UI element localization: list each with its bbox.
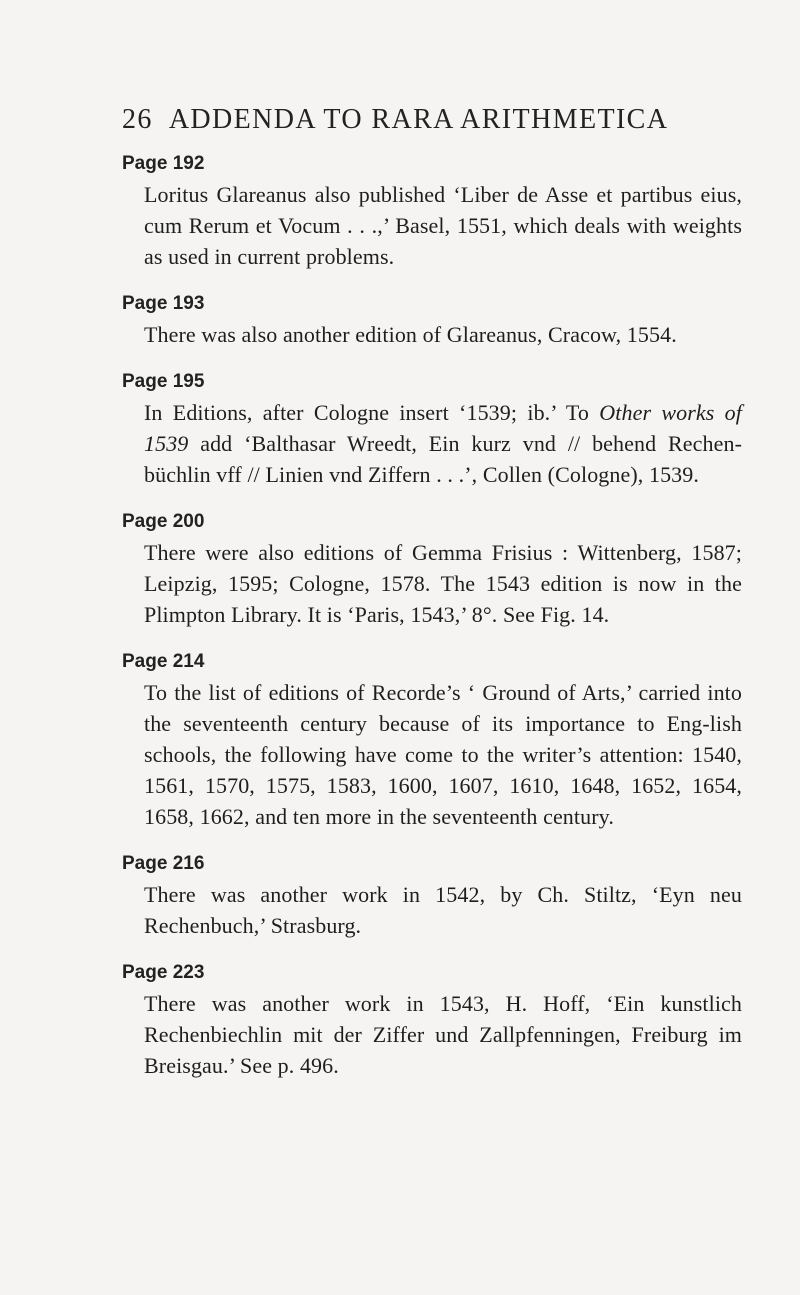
page-number: 26 — [122, 104, 153, 135]
entry-text — [122, 397, 742, 490]
entry-heading: Page 223 — [122, 962, 205, 983]
running-head — [122, 100, 742, 140]
entry-text: To the list of editions of Recorde’s ‘ Ground of Arts,’ carried into the seventeenth century because of its importance to Eng-lish schools, the following have come to the writer’s attention: 1540, 1561, 1570, 1575, 1583, 1600, 1607, 1610, 1648, 1652, 1654, 1658, 1662, and ten more in the seventeenth century. — [144, 680, 742, 829]
entry-text: Loritus Glareanus also published ‘Liber de Asse et partibus eius, cum Rerum et Vocum . . .,’ Basel, 1551, which deals with weights as used in current problems. — [144, 182, 742, 269]
addenda-list — [122, 152, 742, 1101]
entry-page-216 — [122, 852, 742, 941]
entry-text: There was another work in 1543, H. Hoff, ‘Ein kunstlich Rechenbiechlin mit der Ziffer und Zallpfenningen, Freiburg im Breisgau.’ See p. 496. — [144, 991, 742, 1078]
entry-heading: Page 192 — [122, 153, 205, 174]
entry-page-200 — [122, 510, 742, 630]
entry-text: There were also editions of Gemma Frisius : Wittenberg, 1587; Leipzig, 1595; Cologne, 1578. The 1543 edition is now in the Plimpton Library. It is ‘Paris, 1543,’ 8°. See Fig. 14. — [144, 540, 742, 627]
entry-text-italic: Other works of 1539 — [144, 400, 742, 456]
entry-heading: Page 195 — [122, 371, 205, 392]
entry-heading: Page 193 — [122, 293, 205, 314]
entry-page-195 — [122, 370, 742, 490]
entry-page-223 — [122, 961, 742, 1081]
entry-heading: Page 216 — [122, 853, 205, 874]
entry-text: There was also another edition of Glareanus, Cracow, 1554. — [144, 322, 677, 347]
entry-heading: Page 214 — [122, 651, 205, 672]
entry-text-part: In Editions, after Cologne insert ‘1539; ib.’ To — [144, 400, 600, 425]
entry-page-192 — [122, 152, 742, 272]
entry-page-193 — [122, 292, 742, 350]
entry-heading: Page 200 — [122, 511, 205, 532]
entry-text-part: add ‘Balthasar Wreedt, Ein kurz vnd // behend Rechen-büchlin vff // Linien vnd Ziffern . . .’, Collen (Cologne), 1539. — [144, 431, 742, 487]
entry-page-214 — [122, 650, 742, 832]
running-title: ADDENDA TO RARA ARITHMETICA — [168, 104, 669, 135]
entry-text: There was another work in 1542, by Ch. Stiltz, ‘Eyn neu Rechenbuch,’ Strasburg. — [144, 882, 742, 938]
